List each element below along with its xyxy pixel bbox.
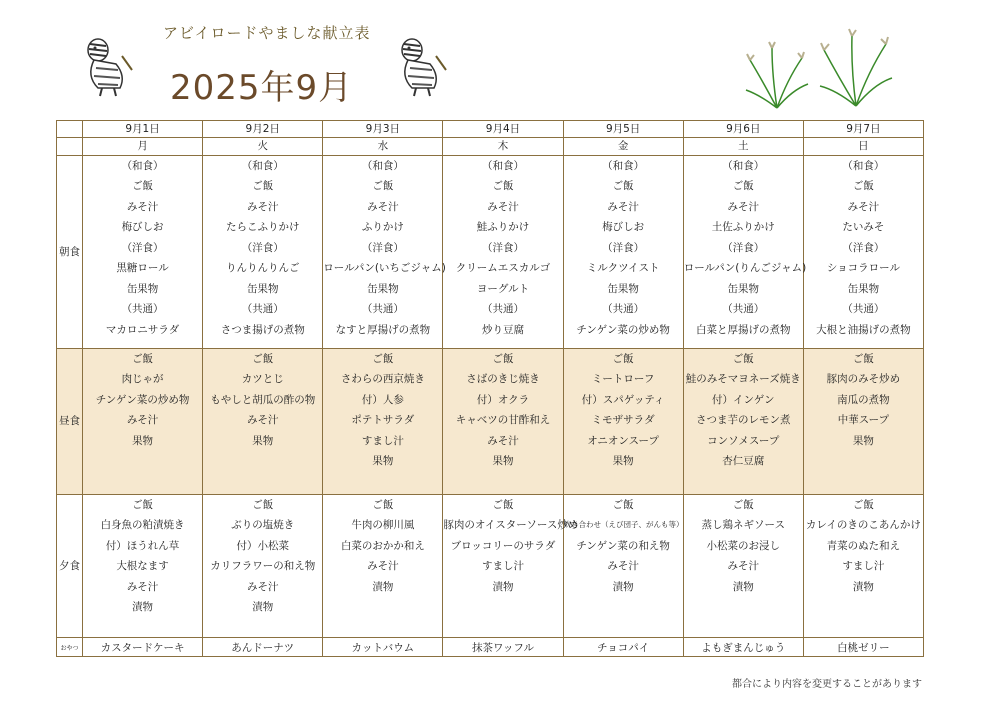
- date-cell: 9月3日: [323, 121, 443, 138]
- breakfast-item: 土佐ふりかけ: [711, 221, 775, 234]
- lunch-item: 付）インゲン: [711, 393, 775, 406]
- breakfast-item: ご飯: [372, 180, 394, 193]
- pampas-grass-illustration-right: [816, 28, 896, 108]
- snack-row: [57, 638, 924, 657]
- breakfast-item: 白菜と厚揚げの煮物: [696, 323, 791, 336]
- snack-label: おやつ: [57, 638, 83, 657]
- lunch-row: [57, 348, 924, 494]
- dinner-item: みそ汁: [607, 560, 639, 573]
- breakfast-item: マカロニサラダ: [105, 323, 180, 336]
- lunch-item: 付）人参: [361, 393, 404, 406]
- weekday-cell: 月: [83, 138, 203, 155]
- breakfast-item: ヨーグルト: [476, 282, 530, 295]
- breakfast-item: みそ汁: [367, 200, 399, 213]
- breakfast-item: （洋食）: [602, 241, 645, 254]
- lunch-item: さつま芋のレモン煮: [696, 414, 791, 427]
- dinner-cell: [323, 494, 443, 638]
- zebra-logo-right: [390, 36, 450, 98]
- breakfast-item: ロールパン(りんごジャム): [683, 262, 807, 275]
- snack-cell: 白桃ゼリー: [803, 638, 923, 657]
- date-cell: 9月2日: [203, 121, 323, 138]
- lunch-item: 果物: [252, 434, 274, 447]
- breakfast-item: ロールパン(いちごジャム): [323, 262, 446, 275]
- lunch-cell: [803, 348, 923, 494]
- breakfast-item: さつま揚げの煮物: [220, 323, 305, 336]
- breakfast-item: （洋食）: [241, 241, 284, 254]
- dinner-item: ブロッコリーのサラダ: [450, 539, 556, 552]
- dinner-cell: [203, 494, 323, 638]
- weekday-cell: 土: [683, 138, 803, 155]
- breakfast-item: （和食）: [722, 159, 765, 172]
- dinner-item: みそ汁: [367, 560, 399, 573]
- lunch-item: 肉じゃが: [121, 373, 164, 386]
- lunch-item: 杏仁豆腐: [722, 455, 765, 468]
- breakfast-item: ふりかけ: [361, 221, 404, 234]
- breakfast-item: 缶果物: [246, 282, 279, 295]
- breakfast-item: （洋食）: [842, 241, 885, 254]
- lunch-item: ミートローフ: [591, 373, 655, 386]
- breakfast-item: （洋食）: [121, 241, 164, 254]
- dinner-cell: [563, 494, 683, 638]
- snack-cell: チョコパイ: [563, 638, 683, 657]
- dinner-item: 牛肉の柳川風: [351, 519, 415, 532]
- dinner-cell: [443, 494, 579, 638]
- lunch-item: 付）スパゲッティ: [581, 393, 665, 406]
- dinner-label: 夕食: [57, 494, 83, 638]
- breakfast-cell: [683, 155, 807, 348]
- dinner-item: 大根なます: [116, 560, 169, 573]
- breakfast-item: ご飯: [732, 180, 754, 193]
- lunch-cell: [83, 348, 203, 494]
- breakfast-item: 缶果物: [607, 282, 639, 295]
- lunch-item: ご飯: [252, 352, 274, 365]
- lunch-item: ミモザサラダ: [591, 414, 655, 427]
- dinner-item: 豚肉のオイスターソース炒め: [443, 519, 579, 532]
- dinner-cell: [803, 494, 923, 638]
- breakfast-item: ショコラロール: [826, 262, 900, 275]
- breakfast-cell: [323, 155, 446, 348]
- lunch-item: ご飯: [612, 352, 634, 365]
- lunch-item: ご飯: [132, 352, 154, 365]
- dinner-item: 蒸し鶏ネギソース: [701, 519, 786, 532]
- breakfast-item: チンゲン菜の炒め物: [576, 323, 670, 336]
- date-cell: 9月5日: [563, 121, 683, 138]
- date-cell: 9月7日: [803, 121, 923, 138]
- breakfast-item: （洋食）: [722, 241, 765, 254]
- date-row: [57, 121, 924, 138]
- breakfast-item: 大根と油揚げの煮物: [816, 323, 911, 336]
- breakfast-item: （和食）: [241, 159, 284, 172]
- date-cell: 9月4日: [443, 121, 563, 138]
- dinner-item: 青菜のぬた和え: [826, 539, 901, 552]
- dinner-item: 漬物: [372, 580, 394, 593]
- snack-cell: あんドーナツ: [203, 638, 323, 657]
- lunch-item: 果物: [852, 434, 874, 447]
- lunch-cell: [323, 348, 443, 494]
- dinner-item: 白身魚の粕漬焼き: [100, 519, 185, 532]
- breakfast-item: 鮭ふりかけ: [476, 221, 530, 234]
- lunch-item: ポテトサラダ: [351, 414, 415, 427]
- lunch-item: すまし汁: [361, 434, 404, 447]
- breakfast-row: [57, 155, 924, 348]
- breakfast-item: （和食）: [602, 159, 645, 172]
- lunch-item: みそ汁: [126, 414, 159, 427]
- dinner-item: 漬物: [612, 580, 634, 593]
- breakfast-item: （和食）: [361, 159, 404, 172]
- breakfast-item: （共通）: [481, 303, 524, 316]
- breakfast-item: 炒り豆腐: [481, 323, 524, 336]
- breakfast-item: ミルクツイスト: [586, 262, 660, 275]
- breakfast-item: 缶果物: [847, 282, 880, 295]
- dinner-item: すまし汁: [842, 560, 885, 573]
- dinner-item: ご飯: [492, 498, 514, 511]
- date-cell: 9月6日: [683, 121, 803, 138]
- dinner-item: みそ汁: [126, 580, 159, 593]
- breakfast-item: ご飯: [612, 180, 634, 193]
- lunch-item: さわらの西京焼き: [340, 373, 425, 386]
- breakfast-item: みそ汁: [727, 200, 760, 213]
- dinner-item: 漬物: [852, 580, 874, 593]
- breakfast-item: ご飯: [252, 180, 274, 193]
- date-cell: 9月1日: [83, 121, 203, 138]
- dinner-item: みそ汁: [246, 580, 279, 593]
- breakfast-cell: [203, 155, 323, 348]
- dinner-item: ご飯: [132, 498, 154, 511]
- dinner-item: ご飯: [612, 498, 634, 511]
- lunch-item: コンソメスープ: [707, 434, 780, 447]
- dinner-item: みそ汁: [727, 560, 760, 573]
- breakfast-item: 缶果物: [367, 282, 399, 295]
- lunch-item: ご飯: [492, 352, 514, 365]
- weekday-cell: 金: [563, 138, 683, 155]
- dinner-item: カレイのきのこあんかけ: [805, 519, 921, 532]
- dinner-item: 付）小松菜: [236, 539, 289, 552]
- breakfast-item: 缶果物: [126, 282, 159, 295]
- lunch-item: 果物: [492, 455, 514, 468]
- breakfast-item: クリームエスカルゴ: [455, 262, 551, 275]
- lunch-item: カツとじ: [241, 373, 284, 386]
- zebra-logo-left: [76, 36, 136, 98]
- breakfast-item: （共通）: [361, 303, 404, 316]
- breakfast-item: （共通）: [602, 303, 645, 316]
- weekday-cell: 火: [203, 138, 323, 155]
- dinner-row: [57, 494, 924, 638]
- lunch-item: 豚肉のみそ炒め: [826, 373, 901, 386]
- lunch-item: 付）オクラ: [476, 393, 530, 406]
- dinner-item: ご飯: [732, 498, 754, 511]
- breakfast-item: ご飯: [852, 180, 874, 193]
- dinner-item: 炊き合わせ（えび団子、がんも等）: [563, 520, 684, 530]
- breakfast-item: （共通）: [241, 303, 284, 316]
- lunch-item: キャベツの甘酢和え: [455, 414, 551, 427]
- lunch-item: ご飯: [852, 352, 874, 365]
- breakfast-item: ご飯: [132, 180, 154, 193]
- breakfast-cell: [803, 155, 923, 348]
- breakfast-item: りんりんりんご: [225, 262, 300, 275]
- breakfast-item: （和食）: [121, 159, 164, 172]
- dinner-item: チンゲン菜の和え物: [576, 539, 670, 552]
- dinner-item: 付）ほうれん草: [105, 539, 180, 552]
- breakfast-item: （洋食）: [481, 241, 524, 254]
- breakfast-item: （和食）: [481, 159, 524, 172]
- breakfast-cell: [443, 155, 563, 348]
- dinner-item: 小松菜のお浸し: [706, 539, 781, 552]
- dinner-item: 漬物: [252, 601, 274, 614]
- weekday-cell: 木: [443, 138, 563, 155]
- weekday-cell: 日: [803, 138, 923, 155]
- snack-cell: 抹茶ワッフル: [443, 638, 563, 657]
- lunch-item: チンゲン菜の炒め物: [95, 393, 190, 406]
- breakfast-item: （和食）: [842, 159, 885, 172]
- dinner-item: ご飯: [252, 498, 274, 511]
- lunch-item: 南瓜の煮物: [837, 393, 890, 406]
- breakfast-item: 梅びしお: [121, 221, 164, 234]
- breakfast-item: たいみそ: [842, 221, 885, 234]
- facility-title: アビイロードやましな献立表: [163, 24, 371, 42]
- dinner-item: すまし汁: [481, 560, 524, 573]
- footer-note: 都合により内容を変更することがあります: [732, 679, 922, 690]
- dinner-item: ぶりの塩焼き: [231, 519, 295, 532]
- dinner-item: 漬物: [732, 580, 754, 593]
- dinner-item: カリフラワーの和え物: [210, 560, 316, 573]
- breakfast-label: 朝食: [57, 155, 83, 348]
- breakfast-item: みそ汁: [607, 200, 639, 213]
- lunch-item: 果物: [612, 455, 634, 468]
- lunch-item: ご飯: [372, 352, 394, 365]
- snack-cell: カットバウム: [323, 638, 443, 657]
- lunch-item: 果物: [372, 455, 394, 468]
- lunch-item: みそ汁: [246, 414, 279, 427]
- weekday-row: [57, 138, 924, 155]
- breakfast-cell: [563, 155, 683, 348]
- dinner-item: ご飯: [852, 498, 874, 511]
- breakfast-item: なすと厚揚げの煮物: [335, 323, 431, 336]
- snack-cell: カスタードケーキ: [83, 638, 203, 657]
- breakfast-item: みそ汁: [246, 200, 279, 213]
- lunch-item: 鮭のみそマヨネーズ焼き: [685, 373, 801, 386]
- dinner-item: ご飯: [372, 498, 394, 511]
- lunch-item: もやしと胡瓜の酢の物: [210, 393, 316, 406]
- lunch-item: オニオンスープ: [587, 434, 659, 447]
- breakfast-item: みそ汁: [126, 200, 159, 213]
- snack-cell: よもぎまんじゅう: [683, 638, 803, 657]
- breakfast-item: みそ汁: [847, 200, 880, 213]
- dinner-cell: [83, 494, 203, 638]
- lunch-cell: [203, 348, 323, 494]
- lunch-item: ご飯: [732, 352, 754, 365]
- lunch-item: さばのきじ焼き: [466, 373, 540, 386]
- dinner-item: 漬物: [492, 580, 514, 593]
- lunch-item: 中華スープ: [837, 414, 890, 427]
- dinner-item: 白菜のおかか和え: [340, 539, 425, 552]
- lunch-label: 昼食: [57, 348, 83, 494]
- weekday-cell: 水: [323, 138, 443, 155]
- dinner-item: 漬物: [132, 601, 154, 614]
- lunch-cell: [443, 348, 563, 494]
- breakfast-item: 缶果物: [727, 282, 760, 295]
- breakfast-item: みそ汁: [487, 200, 519, 213]
- breakfast-cell: [83, 155, 203, 348]
- breakfast-item: たらこふりかけ: [225, 221, 300, 234]
- menu-table: [56, 120, 924, 657]
- lunch-item: みそ汁: [487, 434, 519, 447]
- lunch-cell: [563, 348, 683, 494]
- breakfast-item: 黒糖ロール: [116, 262, 169, 275]
- pampas-grass-illustration-left: [742, 40, 812, 110]
- breakfast-item: 梅びしお: [602, 221, 645, 234]
- breakfast-item: （共通）: [121, 303, 164, 316]
- dinner-cell: [683, 494, 803, 638]
- month-title: 2025年9月: [170, 68, 354, 108]
- breakfast-item: ご飯: [492, 180, 514, 193]
- lunch-cell: [683, 348, 803, 494]
- breakfast-item: （共通）: [842, 303, 885, 316]
- lunch-item: 果物: [132, 434, 154, 447]
- breakfast-item: （共通）: [722, 303, 765, 316]
- breakfast-item: （洋食）: [361, 241, 404, 254]
